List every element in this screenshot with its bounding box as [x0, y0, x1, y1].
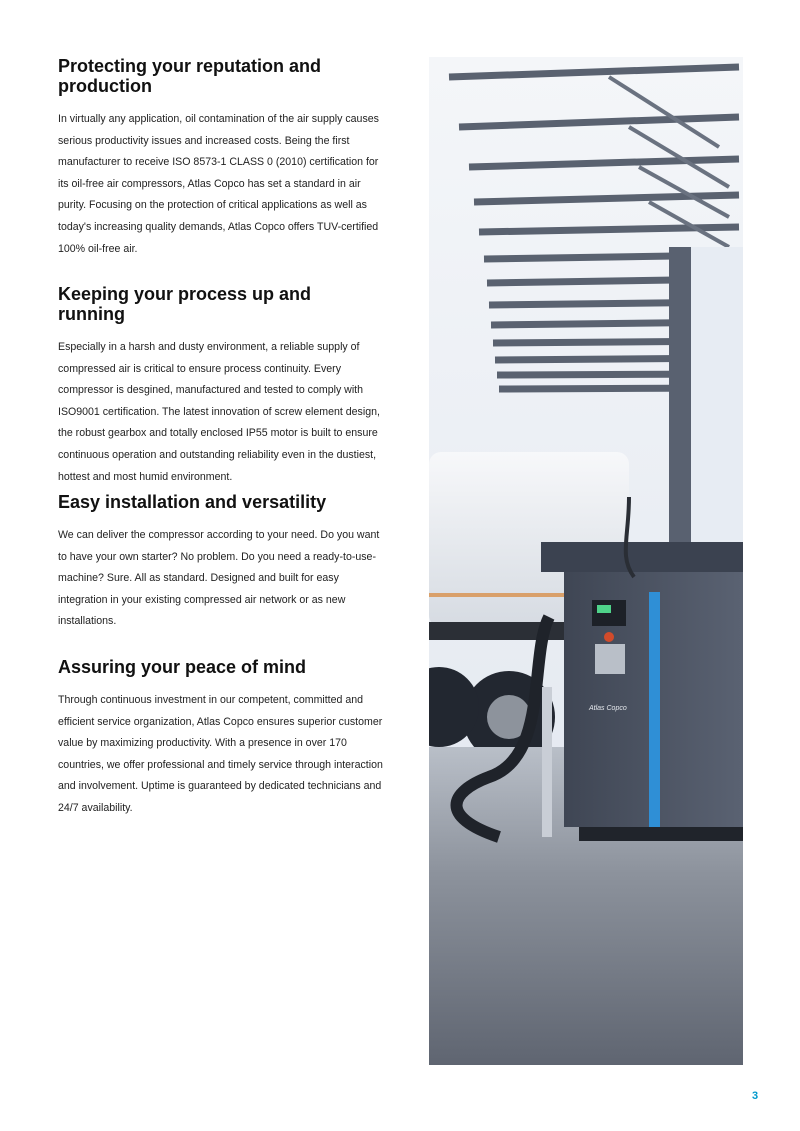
section-reputation	[58, 56, 383, 260]
compressor-illustration	[429, 57, 743, 1065]
section-heading: Keeping your process up and running	[58, 284, 312, 324]
compressor-photo	[429, 57, 743, 1065]
section-heading: Protecting your reputation and production	[58, 56, 322, 96]
section-installation	[58, 492, 383, 633]
section-body: Especially in a harsh and dusty environment, a reliable supply of compressed air is critical to ensure process continuity. Every compressor is desgined, manufactured and tested to comply with ISO9001 certification. The latest innovation of screw element design, the robust gearbox and totally enclosed IP55 motor is built to ensure continuous operation and outstanding reliability even in the dustiest, hottest and most humid environment.	[58, 341, 380, 483]
page-number: 3	[752, 1090, 759, 1102]
atlas-copco-logo: Atlas Copco	[589, 705, 627, 712]
section-process	[58, 284, 383, 488]
section-heading: Assuring your peace of mind	[58, 657, 307, 677]
section-peace-of-mind	[58, 657, 383, 820]
section-body: In virtually any application, oil contamination of the air supply causes serious productivity issues and increased costs. Being the first manufacturer to receive ISO 8573-1 CLASS 0 (2010) certification for its oil-free air compressors, Atlas Copco has set a standard in air purity. Focusing on the protection of critical applications as well as today's increasing quality demands, Atlas Copco offers TUV-certified 100% oil-free air.	[58, 113, 379, 255]
section-heading: Easy installation and versatility	[58, 492, 327, 512]
section-body: Through continuous investment in our competent, committed and efficient service organization, Atlas Copco ensures superior customer value by maximizing productivity. With a presence in over 170 countries, we offer professional and timely service through interaction and involvement. Uptime is guaranteed by dedicated technicians and 24/7 availability.	[58, 694, 383, 814]
section-body: We can deliver the compressor according to your need. Do you want to have your own starter? No problem. Do you need a ready-to-use-machine? Sure. All as standard. Designed and built for easy integration in your existing compressed air network or as new installations.	[58, 529, 380, 628]
